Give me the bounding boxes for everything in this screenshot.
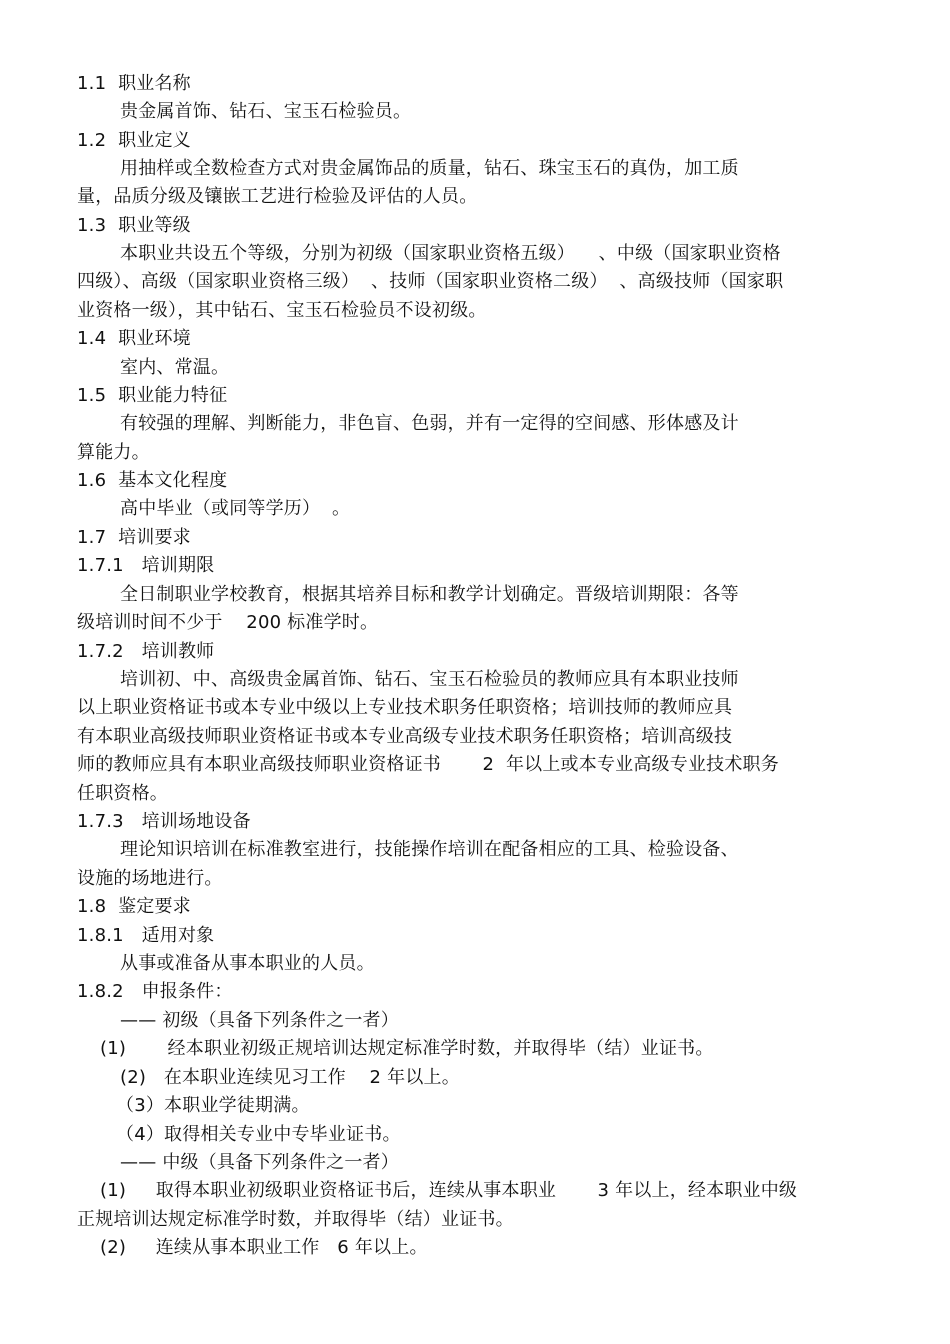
paragraph-line: 量，品质分级及镶嵌工艺进行检验及评估的人员。	[77, 186, 478, 207]
heading-1-2: 1.2 职业定义	[77, 130, 191, 151]
paragraph-line: 理论知识培训在标准教室进行，技能操作培训在配备相应的工具、检验设备、	[120, 839, 739, 860]
heading-1-8-2: 1.8.2 申报条件：	[77, 981, 233, 1002]
heading-1-7-1: 1.7.1 培训期限	[77, 555, 215, 576]
list-item: （4）取得相关专业中专毕业证书。	[116, 1124, 401, 1145]
list-item: (1) 经本职业初级正规培训达规定标准学时数，并取得毕（结）业证书。	[100, 1038, 714, 1059]
paragraph-line: 师的教师应具有本职业高级技师职业资格证书 2 年以上或本专业高级专业技术职务	[77, 754, 779, 775]
paragraph-line: 有本职业高级技师职业资格证书或本专业高级专业技术职务任职资格；培训高级技	[77, 726, 733, 747]
paragraph-line: 设施的场地进行。	[77, 868, 223, 889]
paragraph-line: 级培训时间不少于 200 标准学时。	[77, 612, 379, 633]
paragraph-line: 有较强的理解、判断能力，非色盲、色弱，并有一定得的空间感、形体感及计	[120, 413, 739, 434]
list-item: (2) 连续从事本职业工作 6 年以上。	[100, 1237, 428, 1258]
paragraph-line: 室内、常温。	[120, 357, 230, 378]
paragraph-line: 高中毕业（或同等学历） 。	[120, 498, 351, 519]
paragraph-line: 本职业共设五个等级，分别为初级（国家职业资格五级） 、中级（国家职业资格	[120, 243, 781, 264]
heading-1-1: 1.1 职业名称	[77, 73, 191, 94]
heading-1-8-1: 1.8.1 适用对象	[77, 925, 215, 946]
heading-1-3: 1.3 职业等级	[77, 215, 191, 236]
paragraph-line: 四级）、高级（国家职业资格三级） 、技师（国家职业资格二级） 、高级技师（国家职	[77, 271, 784, 292]
heading-1-7: 1.7 培训要求	[77, 527, 191, 548]
paragraph-line: 用抽样或全数检查方式对贵金属饰品的质量，钻石、珠宝玉石的真伪，加工质	[120, 158, 739, 179]
paragraph-line: 业资格一级），其中钻石、宝玉石检验员不设初级。	[77, 300, 487, 321]
paragraph-line: 全日制职业学校教育，根据其培养目标和教学计划确定。晋级培训期限：各等	[120, 584, 739, 605]
heading-1-4: 1.4 职业环境	[77, 328, 191, 349]
heading-1-5: 1.5 职业能力特征	[77, 385, 228, 406]
paragraph-line: 任职资格。	[77, 783, 168, 804]
list-item-continuation: 正规培训达规定标准学时数，并取得毕（结）业证书。	[77, 1209, 514, 1230]
list-item: (2) 在本职业连续见习工作 2 年以上。	[120, 1067, 460, 1088]
heading-1-7-2: 1.7.2 培训教师	[77, 641, 215, 662]
list-item: （3）本职业学徒期满。	[116, 1095, 310, 1116]
paragraph-line: 培训初、中、高级贵金属首饰、钻石、宝玉石检验员的教师应具有本职业技师	[120, 669, 739, 690]
paragraph-line: 算能力。	[77, 442, 150, 463]
list-item: (1) 取得本职业初级职业资格证书后，连续从事本职业 3 年以上，经本职业中级	[100, 1180, 798, 1201]
paragraph-line: 从事或准备从事本职业的人员。	[120, 953, 375, 974]
paragraph-line: 贵金属首饰、钻石、宝玉石检验员。	[120, 101, 412, 122]
level-heading-junior: —— 初级（具备下列条件之一者）	[120, 1010, 399, 1031]
level-heading-intermediate: —— 中级（具备下列条件之一者）	[120, 1152, 399, 1173]
heading-1-8: 1.8 鉴定要求	[77, 896, 191, 917]
heading-1-7-3: 1.7.3 培训场地设备	[77, 811, 251, 832]
paragraph-line: 以上职业资格证书或本专业中级以上专业技术职务任职资格；培训技师的教师应具	[77, 697, 733, 718]
heading-1-6: 1.6 基本文化程度	[77, 470, 228, 491]
